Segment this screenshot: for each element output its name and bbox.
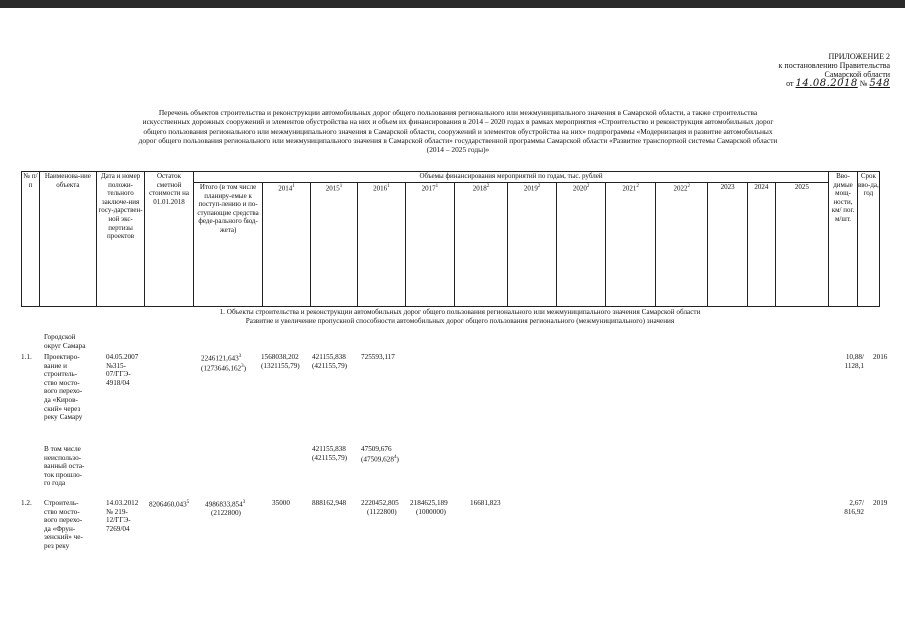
- header-year: 2023: [708, 183, 748, 307]
- header-date-num: Дата и номер положи-тельного заключе-ния госу-дарствен-ной экс-пертизы проектов: [96, 172, 144, 307]
- header-year: 2017$^1$: [405, 183, 455, 307]
- title-line: искусственных дорожных сооружений и элементов обустройства на них и объем их финансирования в 2014 – 2020 годах в рамках мероприятия «Строительство и реконструкция автомобильных дорог: [142, 117, 774, 127]
- appendix-title: ПРИЛОЖЕНИЕ 2: [828, 52, 890, 61]
- header-year: 2020$^2$: [557, 183, 605, 307]
- header-year: 2014$^1$: [263, 183, 310, 307]
- header-year: 2015$^1$: [310, 183, 357, 307]
- capacity-value: 10,88/ 1128,1: [844, 353, 864, 370]
- title-line: Перечень объектов строительства и реконструкции автомобильных дорог общего пользования регионального или межмуниципального значения в Самарской области, а также строительства: [158, 108, 758, 117]
- expertise-date: 04.05.2007 №315- 07/ГГЭ- 4918/04: [106, 353, 139, 387]
- header-year: 2019$^2$: [507, 183, 557, 307]
- value-2015: 421155,838 (421155,79): [312, 445, 348, 462]
- appendix-line1: к постановлению Правительства: [778, 61, 890, 70]
- value-2015: 888162,948: [312, 499, 347, 507]
- header-num: № п/п: [22, 172, 40, 307]
- handwritten-number: 548: [869, 78, 890, 89]
- value-2016: 2220452,805 (1122800): [361, 499, 399, 516]
- value-2014: 1568038,202 (1321155,79): [261, 353, 300, 370]
- value-2018: 16681,823: [470, 499, 501, 507]
- header-deadline: Срок вво-да, год: [857, 172, 879, 307]
- value-2016: 725593,117: [361, 353, 395, 361]
- handwritten-date: 14.08.2018: [795, 78, 858, 89]
- scan-edge: [0, 0, 905, 8]
- value-2014: 35000: [272, 499, 290, 507]
- header-capacity: Вво-димые мощ-ности, км/ пог. м/шт.: [829, 172, 857, 307]
- total-value: 4986833,854$^3$ (2122800): [205, 500, 246, 517]
- header-name: Наименова-ние объекта: [39, 172, 96, 307]
- header-remaining: Остаток сметной стоимости на 01.01.2018: [145, 172, 193, 307]
- remaining-value: 8206460,043$^5$: [149, 500, 190, 509]
- appendix-line2: Самарской области: [824, 70, 890, 79]
- header-year: 2024: [748, 183, 775, 307]
- object-name: Проектиро- вание и строитель- ство мосто- вого перехо- да «Киров- ский» через реку Самару: [44, 353, 83, 422]
- section-line2: Развитие и увеличение пропускной способности автомобильных дорог общего пользования регионального (межмуниципального) значения: [245, 316, 675, 325]
- value-2017: 2184625,189 (1000000): [410, 499, 448, 516]
- number-prefix: №: [859, 79, 868, 88]
- header-year: 2016$^1$: [358, 183, 405, 307]
- section-heading: [60, 308, 860, 325]
- header-year: 2021$^2$: [605, 183, 656, 307]
- title-line: общего пользования регионального или межмуниципального значения в Самарской области, сооружений и элементов обустройства на них» подпрограммы «Модернизация и развитие автомобильных: [143, 126, 773, 136]
- header-year: 2025: [775, 183, 829, 307]
- deadline-value: 2019: [873, 499, 888, 507]
- header-year: 2022$^2$: [656, 183, 708, 307]
- expertise-date: 14.03.2012 № 219- 12/ГГЭ- 7269/04: [106, 499, 139, 533]
- header-volumes: Объемы финансирования мероприятий по годам, тыс. рублей: [193, 172, 828, 183]
- appendix-block: [700, 52, 890, 88]
- title-line: (2014 – 2025 годы)»: [426, 145, 490, 155]
- row-num: 1.2.: [21, 499, 32, 507]
- row-num: 1.1.: [21, 353, 32, 361]
- unused-balance-label: В том числе неиспользо- ванный оста- ток прошло- го года: [44, 445, 85, 488]
- value-2016: 47509,676 (47509,628$^4$): [361, 445, 399, 463]
- capacity-value: 2,67/ 816,92: [844, 499, 864, 516]
- object-name: Строитель- ство мосто- вого перехо- да «Фрун- зенский» че- рез реку: [44, 499, 83, 550]
- appendix-date-line: [700, 79, 890, 88]
- document-title: [38, 108, 878, 154]
- deadline-value: 2016: [873, 353, 888, 361]
- value-2015: 421155,838 (421155,79): [312, 353, 348, 370]
- title-line: дорог общего пользования регионального или межмуниципального значения в Самарской области» государственной программы Самарской области «Развитие транспортной системы Самарской области: [138, 135, 778, 145]
- header-total: Итого (в том числе планиру-емые к поступ-лению и по-ступающие средства феде-рального бюд-жета): [193, 183, 263, 307]
- financing-table: [21, 171, 880, 307]
- header-year: 2018$^2$: [455, 183, 508, 307]
- section-line1: 1. Объекты строительства и реконструкции автомобильных дорог общего пользования регионального или межмуниципального значения Самарской области: [219, 308, 701, 316]
- date-prefix: от: [786, 79, 794, 88]
- total-value: 2246121,643$^3$ (1273646,162$^3$): [201, 354, 247, 373]
- city-label: Городской округ Самара: [44, 333, 86, 350]
